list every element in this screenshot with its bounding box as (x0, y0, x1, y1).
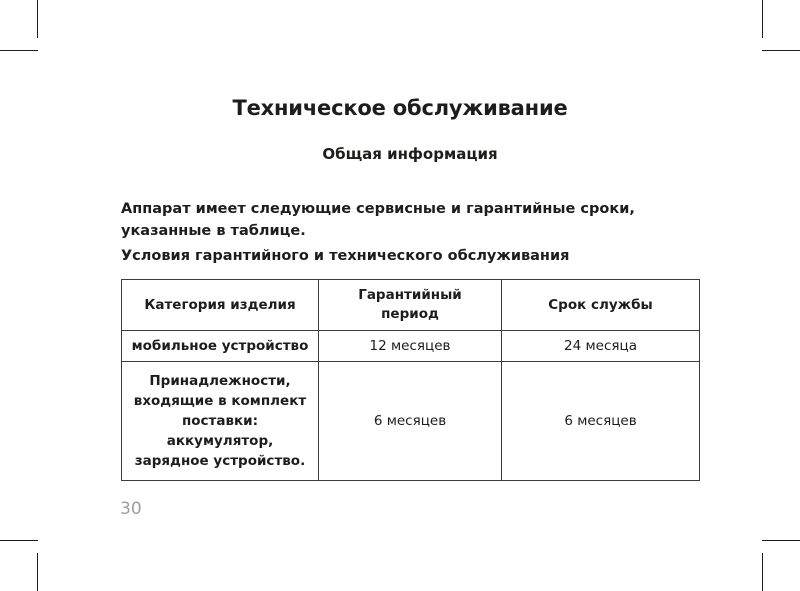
crop-mark-top-right (762, 0, 763, 38)
crop-mark-top-left (0, 50, 38, 51)
header-category: Категория изделия (122, 280, 319, 331)
table-header-row (122, 280, 700, 331)
intro-paragraph: Аппарат имеет следующие сервисные и гарантийные сроки, указанные в таблице. (121, 201, 635, 239)
crop-mark-top-right (762, 50, 800, 51)
crop-mark-top-left (37, 0, 38, 38)
cell-warranty-period: 6 месяцев (319, 362, 502, 481)
cell-service-life: 24 месяца (502, 331, 700, 362)
crop-mark-bottom-right (762, 553, 763, 591)
crop-mark-bottom-left (37, 553, 38, 591)
header-warranty-period: Гарантийный период (319, 280, 502, 331)
table-caption: Условия гарантийного и технического обслуживания (121, 248, 570, 264)
crop-mark-bottom-left (0, 540, 38, 541)
table-row (122, 331, 700, 362)
header-service-life: Срок службы (502, 280, 700, 331)
section-subtitle: Общая информация (322, 145, 498, 163)
cell-service-life: 6 месяцев (502, 362, 700, 481)
warranty-table (121, 279, 700, 481)
page-title: Техническое обслуживание (232, 96, 568, 120)
table-row (122, 362, 700, 481)
crop-mark-bottom-right (762, 540, 800, 541)
page-number: 30 (120, 499, 142, 519)
cell-category: Принадлежности, входящие в комплект поставки: аккумулятор, зарядное устройство. (122, 362, 319, 481)
cell-category: мобильное устройство (122, 331, 319, 362)
cell-warranty-period: 12 месяцев (319, 331, 502, 362)
